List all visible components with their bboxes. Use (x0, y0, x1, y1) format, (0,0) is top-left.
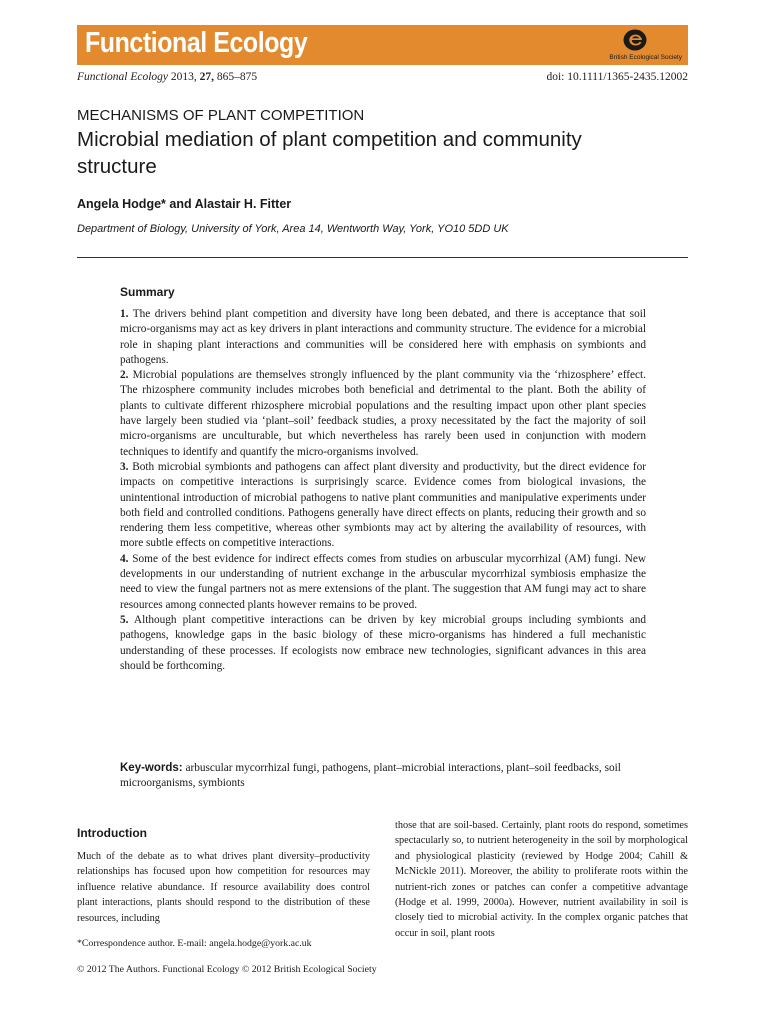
summary-point-text: Some of the best evidence for indirect effects comes from studies on arbuscular mycorrhizal (AM) fungi. New developments in our understanding of nutrient exchange in the arbuscular mycorrhizal symbiosis emphasize the need to view the fungal partners not as mere extensions of the plant. The suggestion that AM fungi may act to share resources among connected plants however remains to be proved. (120, 552, 647, 611)
body-paragraph: Much of the debate as to what drives plant diversity–productivity relationships has focused upon how competition for resources may influence relative abundance. If resource availability does control plant interactions, plants should respond to the distribution of these resources, including (77, 851, 370, 924)
citation-year: 2013, (170, 71, 197, 83)
keywords (120, 761, 646, 792)
summary-point-number: 3. (120, 460, 129, 473)
summary-point (120, 552, 646, 613)
series-title: MECHANISMS OF PLANT COMPETITION (77, 107, 365, 124)
copyright: © 2012 The Authors. Functional Ecology © 2012 British Ecological Society (77, 964, 377, 975)
citation-journal: Functional Ecology (77, 71, 169, 83)
summary-point (120, 460, 646, 552)
summary-point-text: Microbial populations are themselves strongly influenced by the plant community via the ‘rhizosphere’ effect. The rhizosphere community includes microbes both beneficial and detrimental to the plant. Both the ability of plants to cultivate different rhizosphere microbial populations and the resulting impact upon other plant species have largely been studied via ‘plant–soil’ feedback studies, a proxy necessitated by the fact the majority of soil micro-organisms are unculturable, but which nevertheless has rarely been used in conjunction with modern techniques to identify and quantify the micro-organisms involved. (120, 369, 647, 458)
summary-point-number: 5. (120, 613, 129, 626)
affiliation: Department of Biology, University of York, Area 14, Wentworth Way, York, YO10 5DD UK (77, 223, 509, 235)
summary-body (120, 307, 646, 674)
body-column-left (77, 849, 370, 926)
keywords-label: Key-words: (120, 762, 183, 774)
body-column-right (395, 818, 688, 941)
header-divider (77, 257, 688, 258)
journal-name: Functional Ecology (85, 27, 308, 59)
summary-point (120, 368, 646, 460)
journal-banner (77, 25, 688, 65)
citation (77, 71, 257, 83)
summary-point-text: Both microbial symbionts and pathogens can affect plant diversity and productivity, but the direct evidence for impacts on competitive interactions is surprisingly scarce. Evidence comes from biological invasions, the unintentional introduction of microbial pathogens to native plant communities and manipulative experiments under both field and controlled conditions. Pathogens generally have direct effects on plants, reducing their growth and so rendering them less competitive, whereas other symbionts may act by altering the availability of resources, with more subtle effects on competitive interactions. (120, 460, 646, 550)
body-paragraph: those that are soil-based. Certainly, plant roots do respond, sometimes spectacularly so, to nutrient heterogeneity in the soil by morphological and physiological plasticity (reviewed by Hodge 2004; Cahill & McNickle 2011). Moreover, the ability to proliferate roots within the nutrient-rich zones or patches can confer a competitive advantage (Hodge et al. 1999, 2000a). However, nutrient availability in soil is closely tied to microbial activity. In the complex organic patches that occur in soil, plant roots (395, 820, 688, 939)
summary-point-text: Although plant competitive interactions can be driven by key microbial groups including symbionts and pathogens, knowledge gaps in the basic biology of these micro-organisms has hindered a full mechanistic understanding of these processes. If ecologists now embrace new technologies, significant advances in this area should be forthcoming. (120, 613, 646, 672)
doi-link[interactable]: doi: 10.1111/1365-2435.12002 (546, 71, 688, 83)
correspondence-footnote: *Correspondence author. E-mail: angela.hodge@york.ac.uk (77, 938, 312, 949)
summary-point-number: 4. (120, 552, 129, 565)
summary-heading: Summary (120, 285, 175, 299)
summary-point-text: The drivers behind plant competition and diversity have long been debated, and there is acceptance that soil micro-organisms may act as key drivers in plant interactions and community structure. The evidence for a microbial role in shaping plant interactions and communities will be considered here with emphasis on symbionts and pathogens. (120, 308, 647, 366)
citation-pages: 865–875 (216, 71, 258, 83)
society-name: British Ecological Society (609, 54, 682, 61)
keywords-list: arbuscular mycorrhizal fungi, pathogens, plant–microbial interactions, plant–soil feedbacks, soil microorganisms, symbionts (120, 762, 621, 790)
summary-point (120, 307, 646, 368)
article-title: Microbial mediation of plant competition and community structure (77, 128, 582, 178)
summary-point-number: 1. (120, 308, 129, 320)
introduction-heading: Introduction (77, 826, 147, 840)
summary-point-number: 2. (120, 369, 129, 382)
citation-volume: 27, (199, 71, 215, 83)
authors: Angela Hodge* and Alastair H. Fitter (77, 197, 292, 211)
society-logo-icon (622, 28, 648, 52)
summary-point (120, 613, 646, 674)
society-logo (586, 28, 682, 62)
